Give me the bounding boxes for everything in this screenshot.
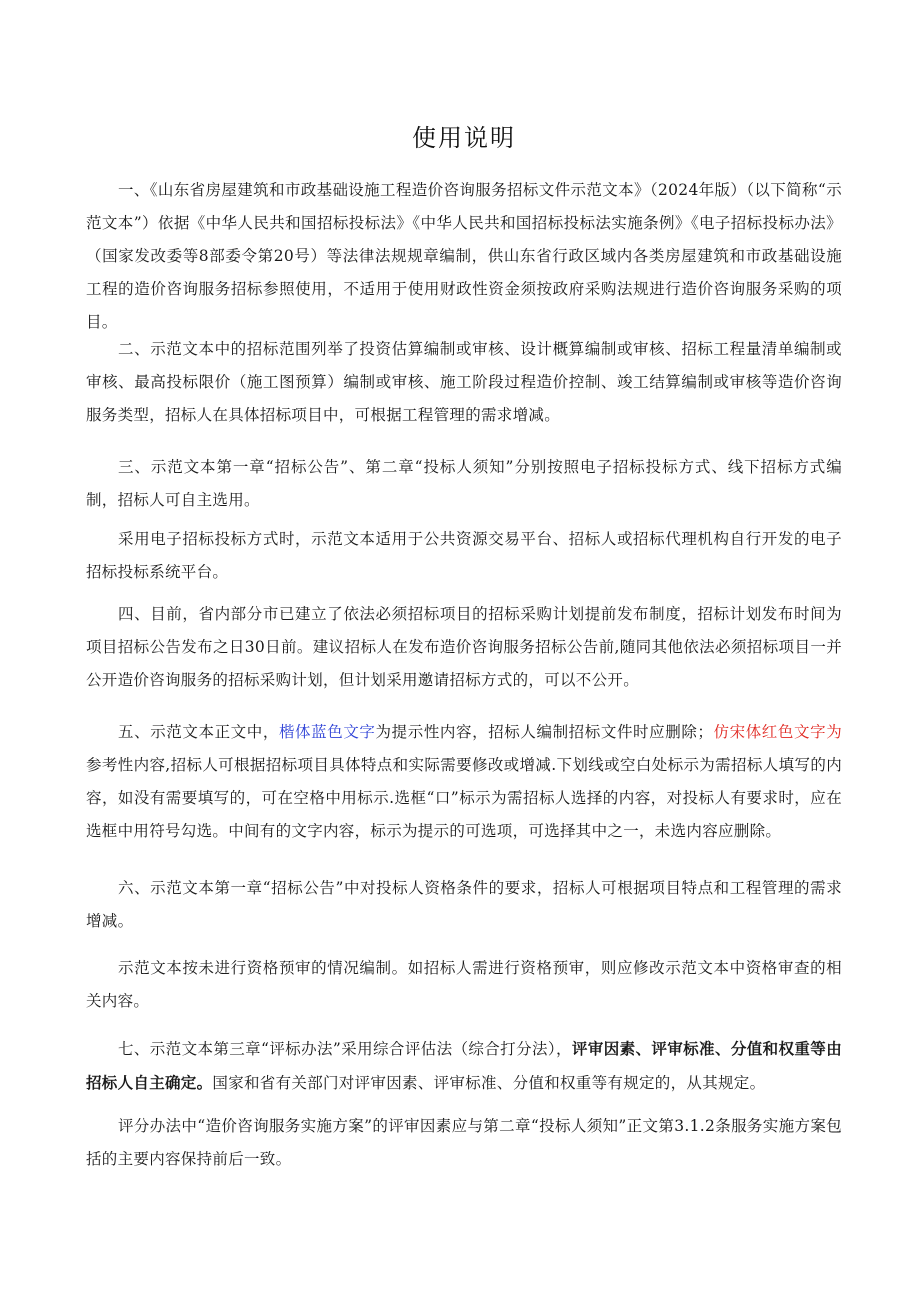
reference-red-text: 仿宋体红色文字为 [713, 723, 842, 741]
paragraph-9-bold: 评审因素、评审标准、分值和权重等由招标人自主确定。 [86, 1039, 842, 1092]
paragraph-4: 采用电子招标投标方式时，示范文本适用于公共资源交易平台、招标人或招标代理机构自行开发的电子招标投标系统平台。 [86, 530, 842, 581]
paragraph-6 [86, 716, 842, 848]
paragraph-5: 四、目前，省内部分市已建立了依法必须招标项目的招标采购计划提前发布制度，招标计划发布时间为项目招标公告发布之日30日前。建议招标人在发布造价咨询服务招标公告前,随同其他依法必须招标项目一并公开造价咨询服务的招标采购计划，但计划采用邀请招标方式的，可以不公开。 [86, 605, 842, 689]
paragraph-7: 六、示范文本第一章“招标公告”中对投标人资格条件的要求，招标人可根据项目特点和工程管理的需求增减。 [86, 879, 842, 930]
paragraph-2: 二、示范文本中的招标范围列举了投资估算编制或审核、设计概算编制或审核、招标工程量清单编制或审核、最高投标限价（施工图预算）编制或审核、施工阶段过程造价控制、竣工结算编制或审核等造价咨询服务类型，招标人在具体招标项目中，可根据工程管理的需求增减。 [86, 340, 842, 424]
paragraph-6-tail: 参考性内容,招标人可根据招标项目具体特点和实际需要修改或增减.下划线或空白处标示为需招标人填写的内容，如没有需要填写的，可在空格中用标示.选框“口”标示为需招标人选择的内容，对投标人有要求时，应在选框中用符号勾选。中间有的文字内容，标示为提示的可选项，可选择其中之一，未选内容应删除。 [86, 756, 842, 840]
paragraph-6-mid: 为提示性内容，招标人编制招标文件时应删除； [375, 723, 714, 741]
paragraph-9 [86, 1032, 842, 1100]
paragraph-10: 评分办法中“造价咨询服务实施方案”的评审因素应与第二章“投标人须知”正文第3.1.2条服务实施方案包括的主要内容保持前后一致。 [86, 1117, 842, 1168]
paragraph-9-lead: 七、示范文本第三章“评标办法”采用综合评估法（综合打分法）， [118, 1040, 572, 1058]
paragraph-6-lead: 五、示范文本正文中， [118, 723, 279, 741]
page-title: 使用说明 [412, 124, 516, 152]
paragraph-3: 三、示范文本第一章“招标公告”、第二章“投标人须知”分别按照电子招标投标方式、线下招标方式编制，招标人可自主选用。 [86, 458, 842, 509]
paragraph-1: 一、《山东省房屋建筑和市政基础设施工程造价咨询服务招标文件示范文本》（2024年版）（以下简称“示范文本”）依据《中华人民共和国招标投标法》《中华人民共和国招标投标法实施条例》《电子招标投标办法》（国家发改委等8部委令第20号）等法律法规规章编制，供山东省行政区域内各类房屋建筑和市政基础设施工程的造价咨询服务招标参照使用，不适用于使用财政性资金须按政府采购法规进行造价咨询服务采购的项目。 [86, 181, 842, 331]
paragraph-9-tail: 国家和省有关部门对评审因素、评审标准、分值和权重等有规定的，从其规定。 [212, 1074, 766, 1092]
hint-blue-text: 楷体蓝色文字 [278, 723, 376, 741]
paragraph-8: 示范文本按未进行资格预审的情况编制。如招标人需进行资格预审，则应修改示范文本中资格审查的相关内容。 [86, 959, 842, 1010]
